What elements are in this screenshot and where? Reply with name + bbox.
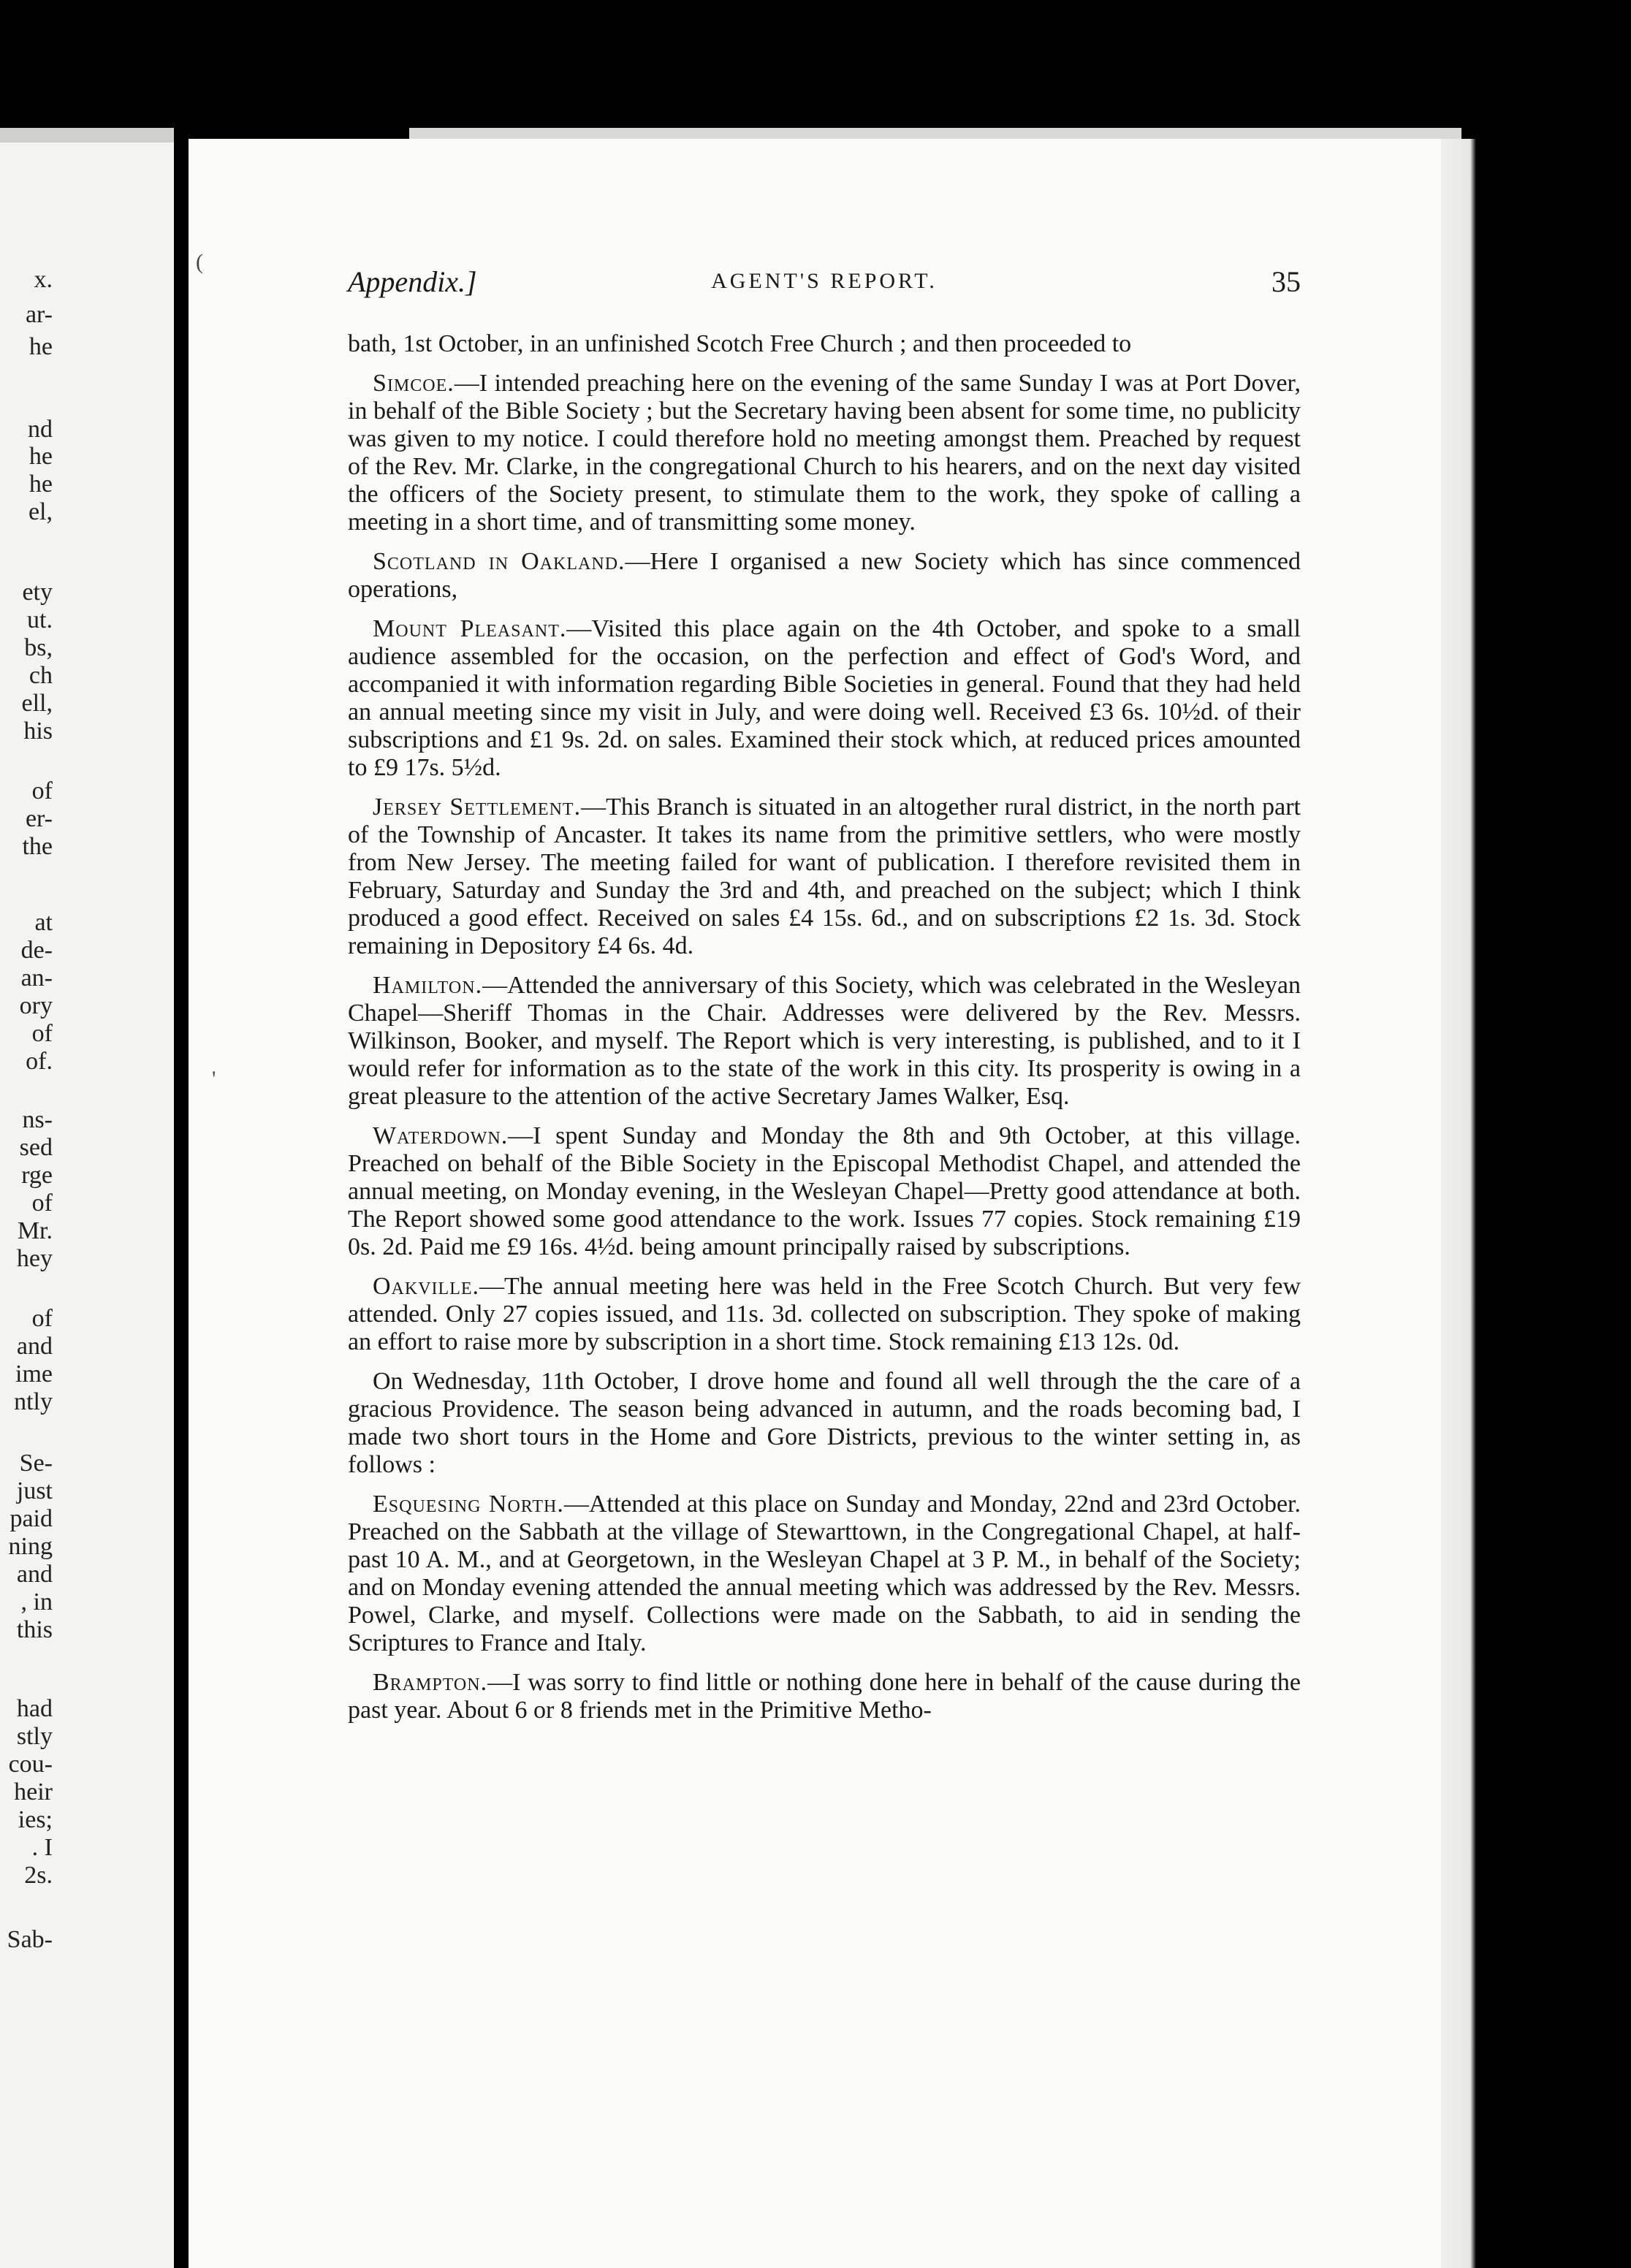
header-title: AGENT'S REPORT. xyxy=(711,269,938,293)
place-heading: Esquesing North. xyxy=(373,1491,564,1518)
paragraph-text: —Visited this place again on the 4th October, and spoke to a small audience assembled for the occasion, on the perfection and effect of God's Word, and accompanied it with information regarding Bible Societies in general. Found that they had held an annual meeting since my visit in July, and were doing well. Received £3 6s. 10½d. of their subscriptions and £1 9s. 2d. on sales. Examined their stock which, at reduced prices amounted to £9 17s. 5½d. xyxy=(348,615,1301,781)
paragraph-text: On Wednesday, 11th October, I drove home and found all well through the the care of a gracious Providence. The season being advanced in autumn, and the roads becoming bad, I made two short tours in the Home and Gore Districts, previous to the winter setting in, as follows : xyxy=(348,1368,1301,1478)
fragment: the xyxy=(22,833,53,860)
fragment: Sab- xyxy=(7,1926,53,1953)
place-heading: Waterdown. xyxy=(373,1122,509,1149)
header-section: Appendix.] xyxy=(348,265,477,298)
paragraph xyxy=(348,615,1301,782)
paragraph-text: —I spent Sunday and Monday the 8th and 9th October, at this village. Preached on behalf of the Bible Society in the Episcopal Methodist Chapel, and attended the annual meeting, on Monday evening, in the Wesleyan Chapel—Pretty good attendance at both. The Report showed some good attendance to the work. Issues 77 copies. Stock remaining £19 0s. 2d. Paid me £9 16s. 4½d. being amount principally raised by subscriptions. xyxy=(348,1122,1301,1260)
fragment: of xyxy=(31,1020,53,1047)
fragment: nd xyxy=(28,416,53,443)
fragment: and xyxy=(16,1561,53,1588)
paragraph xyxy=(348,1122,1301,1261)
fragment: heir xyxy=(14,1778,53,1805)
paragraph xyxy=(348,330,1301,358)
paragraph-text: —The annual meeting here was held in the Free Scotch Church. But very few attended. Only 27 copies issued, and 11s. 3d. collected on subscription. They spoke of making an effort to raise more by subscription in a short time. Stock remaining £13 12s. 0d. xyxy=(348,1273,1301,1355)
fragment: his xyxy=(23,718,53,745)
fragment: ies; xyxy=(18,1806,53,1833)
fragment: and xyxy=(16,1333,53,1360)
fragment: Se- xyxy=(19,1450,53,1477)
fragment: ns- xyxy=(22,1106,53,1133)
binding-mark: ( xyxy=(196,250,203,274)
fragment: he xyxy=(28,333,53,360)
binding-mark: ' xyxy=(212,1067,216,1091)
fragment: he xyxy=(28,443,53,470)
paragraph xyxy=(348,972,1301,1111)
fragment: of xyxy=(31,1190,53,1217)
fragment: . I xyxy=(31,1834,53,1861)
fragment: Mr. xyxy=(17,1217,53,1244)
fragment: at xyxy=(34,909,53,936)
place-heading: Mount Pleasant. xyxy=(373,615,567,642)
paragraph-text: —Attended the anniversary of this Society, which was celebrated in the Wesleyan Chapel—Sheriff Thomas in the Chair. Addresses were delivered by the Rev. Messrs. Wilkinson, Booker, and myself. The Report which is very interesting, is published, and to it I would refer for information as to the state of the work in this city. Its prosperity is owing in a great pleasure to the attention of the active Secretary James Walker, Esq. xyxy=(348,972,1301,1110)
paragraph-text: —I intended preaching here on the evening of the same Sunday I was at Port Dover, in behalf of the Bible Society ; but the Secretary having been absent for some time, no publicity was given to my notice. I could therefore hold no meeting amongst them. Preached by request of the Rev. Mr. Clarke, in the congregational Church to his hearers, and on the next day visited the officers of the Society present, to stimulate them to the work, they spoke of calling a meeting in a short time, and of transmitting some money. xyxy=(348,370,1301,536)
fragment: er- xyxy=(25,805,53,832)
fragment: ntly xyxy=(14,1388,53,1415)
fragment: ut. xyxy=(27,606,53,633)
fragment: of xyxy=(31,777,53,804)
fragment: 2s. xyxy=(24,1862,53,1889)
fragment: de- xyxy=(20,937,53,964)
place-heading: Brampton. xyxy=(373,1669,488,1696)
fragment: ime xyxy=(15,1361,53,1388)
fragment: of. xyxy=(26,1048,53,1075)
fragment: paid xyxy=(9,1505,53,1532)
place-heading: Scotland in Oakland. xyxy=(373,548,626,575)
facing-page-fragment xyxy=(0,128,174,2268)
fragment: just xyxy=(16,1477,53,1504)
fragment: an- xyxy=(20,964,53,992)
fragment: hey xyxy=(16,1245,53,1272)
fragment: he xyxy=(28,471,53,498)
running-header xyxy=(348,265,1301,308)
paragraph xyxy=(348,794,1301,960)
paragraph-text: —Attended at this place on Sunday and Monday, 22nd and 23rd October. Preached on the Sabbath at the village of Stewarttown, in the Congregational Chapel, at half-past 10 A. M., and at Georgetown, in the Wesleyan Chapel at 3 P. M., in behalf of the Society; and on Monday evening attended the annual meeting which was addressed by the Rev. Messrs. Powel, Clarke, and myself. Collections were made on the Sabbath, to aid in sending the Scriptures to France and Italy. xyxy=(348,1491,1301,1656)
paragraph xyxy=(348,370,1301,536)
page-edge-shadow xyxy=(1441,139,1631,2268)
fragment: bs, xyxy=(24,634,53,661)
paragraph xyxy=(348,1273,1301,1356)
place-heading: Simcoe. xyxy=(373,370,455,397)
paragraph xyxy=(348,1669,1301,1724)
fragment: ning xyxy=(8,1533,53,1560)
fragment: rge xyxy=(21,1162,53,1189)
report-body xyxy=(348,330,1301,1736)
fragment: , in xyxy=(20,1588,53,1616)
page-number: 35 xyxy=(1271,265,1301,298)
fragment: ell, xyxy=(21,690,53,717)
place-heading: Hamilton. xyxy=(373,972,483,999)
paragraph-text: —Here I organised a new Society which has since commenced operations, xyxy=(348,548,1301,603)
paragraph-text: bath, 1st October, in an unfinished Scotch Free Church ; and then proceeded to xyxy=(348,330,1132,357)
paragraph xyxy=(348,1368,1301,1479)
fragment: ory xyxy=(19,992,53,1019)
fragment: ch xyxy=(28,662,53,689)
fragment: x. xyxy=(34,266,53,293)
fragment: of xyxy=(31,1305,53,1332)
paragraph xyxy=(348,548,1301,604)
book-gutter xyxy=(174,128,189,2268)
fragment: stly xyxy=(16,1723,53,1750)
fragment: sed xyxy=(19,1134,53,1161)
paragraph xyxy=(348,1491,1301,1657)
fragment: had xyxy=(16,1695,53,1722)
facing-page-edge xyxy=(0,128,174,142)
place-heading: Oakville. xyxy=(373,1273,480,1300)
place-heading: Jersey Settlement. xyxy=(373,794,582,821)
fragment: el, xyxy=(28,498,53,525)
fragment: cou- xyxy=(8,1751,53,1778)
fragment: ety xyxy=(22,579,53,606)
fragment: this xyxy=(16,1616,53,1643)
paragraph-text: —I was sorry to find little or nothing done here in behalf of the cause during the past year. About 6 or 8 friends met in the Primitive Metho- xyxy=(348,1669,1301,1724)
fragment: ar- xyxy=(25,301,53,328)
paragraph-text: —This Branch is situated in an altogether rural district, in the north part of the Township of Ancaster. It takes its name from the primitive settlers, who were mostly from New Jersey. The meeting failed for want of publication. I therefore revisited them in February, Saturday and Sunday the 3rd and 4th, and preached on the subject; which I think produced a good effect. Received on sales £4 15s. 6d., and on subscriptions £2 1s. 3d. Stock remaining in Depository £4 6s. 4d. xyxy=(348,794,1301,959)
